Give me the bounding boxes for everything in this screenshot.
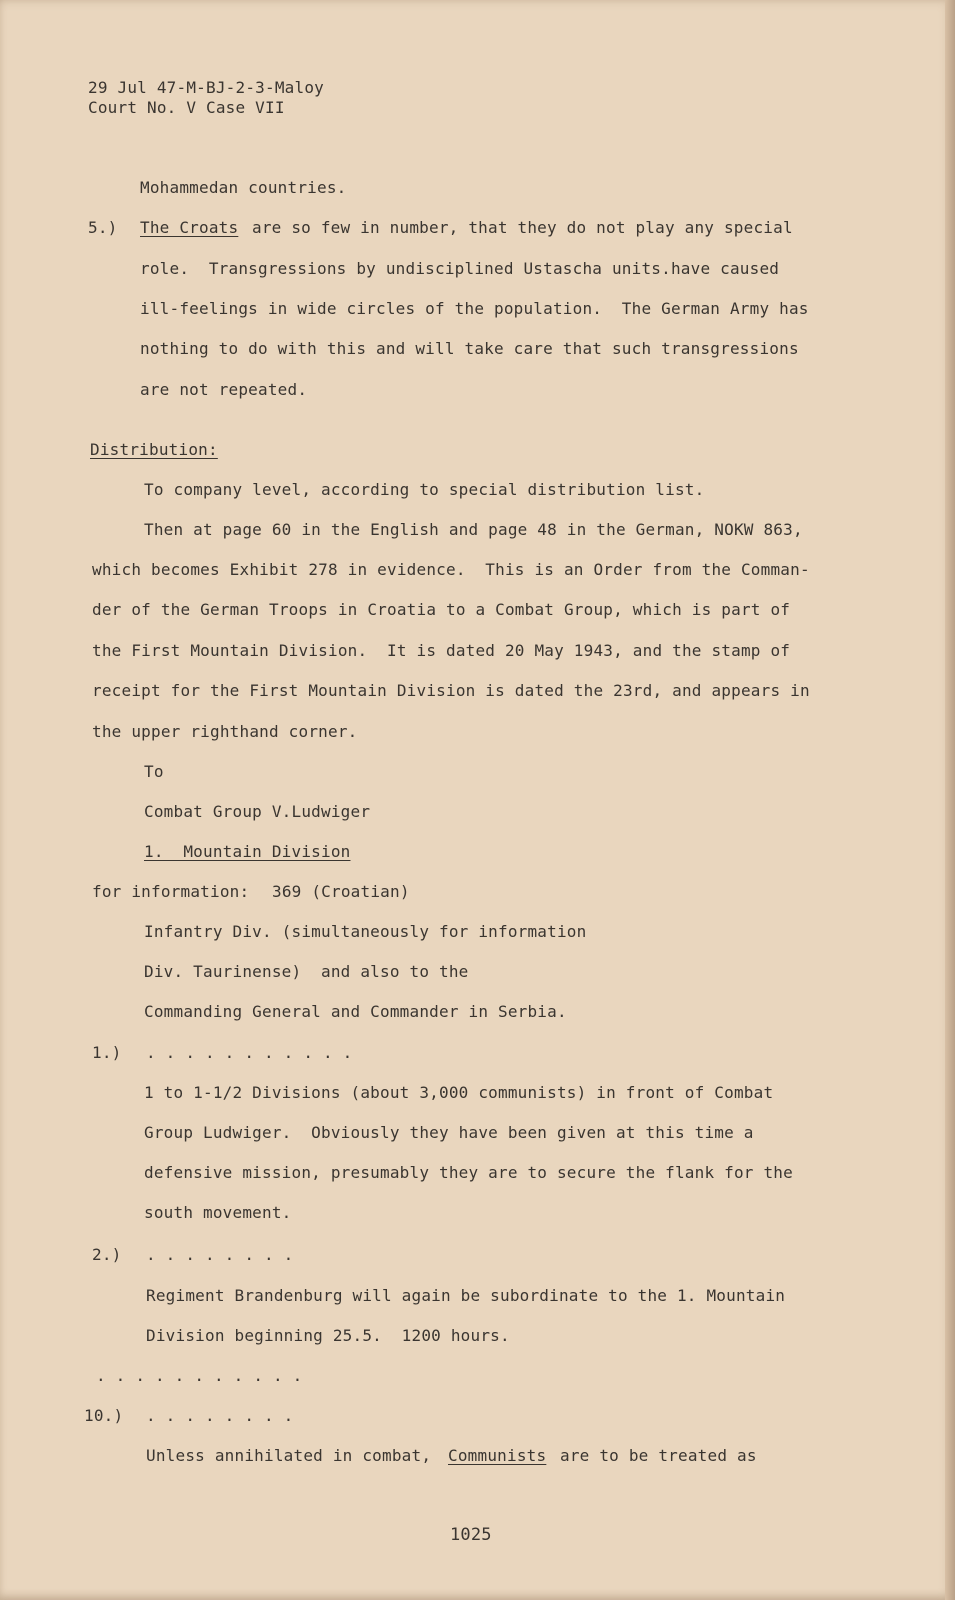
item-1-line: defensive mission, presumably they are to secure the flank for the (144, 1163, 793, 1182)
narrative-line: receipt for the First Mountain Division is dated the 23rd, and appears in (92, 681, 810, 700)
address-line: Commanding General and Commander in Serbia. (144, 1002, 567, 1021)
item-1-number: 1.) (92, 1043, 122, 1062)
for-info-label: for information: (92, 882, 250, 901)
for-info-value: 369 (Croatian) (272, 882, 410, 901)
header-line-2: Court No. V Case VII (88, 98, 285, 117)
item-2-dots: . . . . . . . . (146, 1245, 294, 1264)
item-5-line: ill-feelings in wide circles of the population. The German Army has (140, 299, 809, 318)
distribution-heading: Distribution: (90, 440, 218, 459)
item-5-line: role. Transgressions by undisciplined Ustascha units.have caused (140, 259, 780, 278)
header-line-1: 29 Jul 47-M-BJ-2-3-Maloy (88, 78, 324, 97)
address-division: 1. Mountain Division (144, 842, 351, 861)
item-10-number: 10.) (84, 1406, 124, 1425)
narrative-line: the upper righthand corner. (92, 722, 358, 741)
item-5-line: are so few in number, that they do not play any special (252, 218, 793, 237)
item-10-lead: Unless annihilated in combat, (146, 1446, 432, 1465)
item-2-line: Regiment Brandenburg will again be subordinate to the 1. Mountain (146, 1286, 786, 1305)
item-1-line: 1 to 1-1/2 Divisions (about 3,000 communists) in front of Combat (144, 1083, 774, 1102)
item-2-line: Division beginning 25.5. 1200 hours. (146, 1326, 510, 1345)
item-5-subject: The Croats (140, 218, 239, 237)
narrative-line: the First Mountain Division. It is dated 20 May 1943, and the stamp of (92, 641, 791, 660)
item-1-line: south movement. (144, 1203, 292, 1222)
address-group: Combat Group V.Ludwiger (144, 802, 371, 821)
item-5-number: 5.) (88, 218, 118, 237)
item-10-tail: are to be treated as (560, 1446, 757, 1465)
narrative-line: der of the German Troops in Croatia to a Combat Group, which is part of (92, 600, 791, 619)
item-1-line: Group Ludwiger. Obviously they have been given at this time a (144, 1123, 754, 1142)
omission-dots: . . . . . . . . . . . (96, 1366, 303, 1385)
continued-text: Mohammedan countries. (140, 178, 347, 197)
distribution-text: To company level, according to special distribution list. (144, 480, 705, 499)
narrative-line: Then at page 60 in the English and page 48 in the German, NOKW 863, (144, 520, 803, 539)
item-10-subject: Communists (448, 1446, 547, 1465)
item-2-number: 2.) (92, 1245, 122, 1264)
narrative-line: which becomes Exhibit 278 in evidence. This is an Order from the Comman- (92, 560, 810, 579)
page-number: 1025 (450, 1525, 492, 1545)
item-1-dots: . . . . . . . . . . . (146, 1043, 353, 1062)
item-5-line: nothing to do with this and will take care that such transgressions (140, 339, 799, 358)
item-5-line: are not repeated. (140, 380, 308, 399)
address-to: To (144, 762, 164, 781)
page-edge (945, 0, 955, 1600)
address-line: Infantry Div. (simultaneously for information (144, 922, 587, 941)
address-line: Div. Taurinense) and also to the (144, 962, 469, 981)
item-10-dots: . . . . . . . . (146, 1406, 294, 1425)
